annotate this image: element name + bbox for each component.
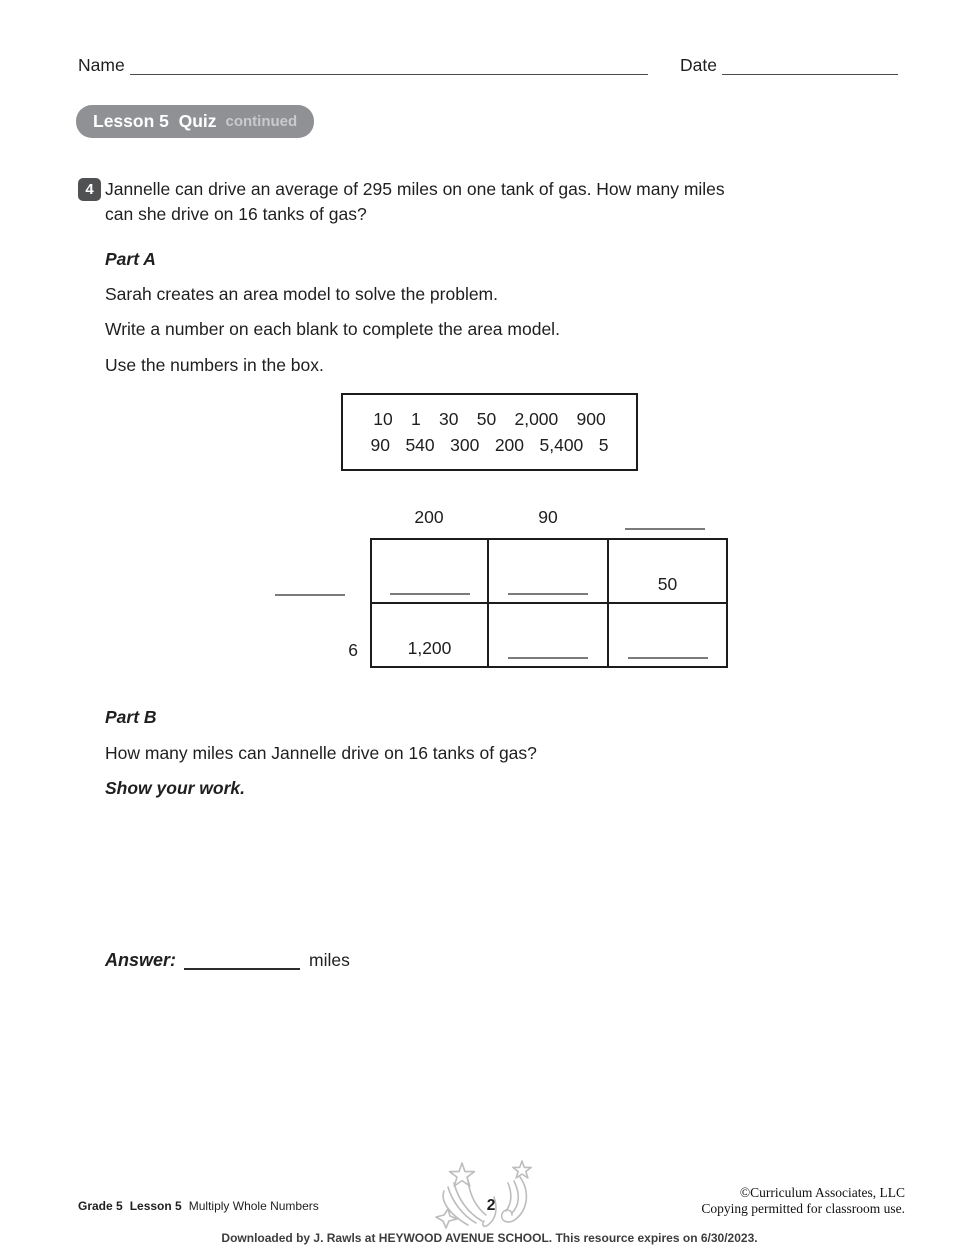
area-model-cell-r1c3 — [609, 540, 726, 604]
area-model-row1-label-blank[interactable] — [275, 578, 345, 596]
part-b-question: How many miles can Jannelle drive on 16 tanks of gas? — [105, 743, 537, 763]
number-box-value: 50 — [476, 408, 497, 429]
lesson-badge-title: Lesson 5 Quiz — [93, 111, 217, 131]
answer-blank[interactable] — [184, 950, 300, 970]
answer-unit-label: miles — [309, 950, 350, 970]
area-model-col-header-blank[interactable] — [625, 512, 705, 530]
name-input-line[interactable] — [130, 74, 648, 75]
number-box-row-1 — [355, 409, 624, 430]
question-text — [105, 177, 795, 227]
question-text-line-1: Jannelle can drive an average of 295 miles on one tank of gas. How many miles — [105, 179, 725, 199]
lesson-quiz-badge — [76, 105, 314, 138]
area-model-cell-r1c1[interactable] — [372, 540, 489, 604]
footer-topic: Multiply Whole Numbers — [188, 1199, 319, 1213]
answer-row — [105, 950, 350, 971]
number-box-value: 540 — [405, 434, 435, 455]
number-box-value: 1 — [411, 408, 421, 429]
footer-lesson: Lesson 5 — [129, 1199, 182, 1213]
area-model-cell-r2c1 — [372, 604, 489, 666]
footer-course-info — [78, 1199, 319, 1213]
area-model-cell-r2c2[interactable] — [489, 604, 609, 666]
area-model-cell-blank[interactable] — [628, 645, 708, 659]
area-model-cell-blank[interactable] — [390, 581, 470, 595]
area-model-cell-r2c3[interactable] — [609, 604, 726, 666]
part-a-instruction-2: Write a number on each blank to complete the area model. — [105, 319, 560, 339]
number-box — [341, 393, 638, 471]
number-box-row-2 — [355, 435, 624, 456]
copyright-line-2: Copying permitted for classroom use. — [701, 1200, 905, 1216]
copyright-line-1: ©Curriculum Associates, LLC — [739, 1185, 905, 1200]
area-model-col-header-1: 200 — [414, 507, 444, 527]
footer-grade: Grade 5 — [78, 1199, 123, 1213]
number-box-value: 200 — [494, 434, 525, 455]
number-box-value: 30 — [439, 408, 459, 429]
question-number-badge: 4 — [78, 178, 101, 201]
number-box-value: 5,400 — [539, 434, 584, 455]
question-text-line-2: can she drive on 16 tanks of gas? — [105, 204, 367, 224]
answer-label: Answer: — [105, 950, 177, 970]
area-model-table — [370, 538, 728, 668]
area-model-cell-value: 50 — [657, 574, 678, 594]
area-model-cell-r1c2[interactable] — [489, 540, 609, 604]
download-notice: Downloaded by J. Rawls at HEYWOOD AVENUE SCHOOL. This resource expires on 6/30/2023. — [221, 1231, 758, 1245]
part-a-instruction-1: Sarah creates an area model to solve the problem. — [105, 284, 498, 304]
footer-copyright — [701, 1185, 905, 1216]
lesson-badge-continued: continued — [225, 113, 298, 130]
number-box-value: 5 — [598, 434, 609, 455]
number-box-value: 900 — [576, 408, 606, 429]
work-area[interactable] — [105, 808, 805, 940]
part-b-heading: Part B — [105, 707, 157, 727]
number-box-value: 90 — [370, 434, 390, 455]
part-a-heading: Part A — [105, 249, 156, 269]
area-model-cell-blank[interactable] — [508, 581, 588, 595]
area-model-cell-blank[interactable] — [508, 645, 588, 659]
show-your-work-label: Show your work. — [105, 778, 246, 798]
area-model-cell-value: 1,200 — [407, 638, 452, 658]
name-label: Name — [78, 55, 125, 75]
part-a-instruction-3: Use the numbers in the box. — [105, 355, 324, 375]
number-box-value: 300 — [450, 434, 480, 455]
number-box-value: 10 — [373, 408, 393, 429]
area-model-row2-label: 6 — [348, 640, 358, 660]
page-number: 2 — [486, 1197, 496, 1214]
date-label: Date — [680, 55, 717, 75]
date-input-line[interactable] — [722, 74, 898, 75]
area-model-col-header-2: 90 — [538, 507, 558, 527]
shooting-stars-decoration — [424, 1157, 554, 1235]
number-box-value: 2,000 — [514, 408, 559, 429]
